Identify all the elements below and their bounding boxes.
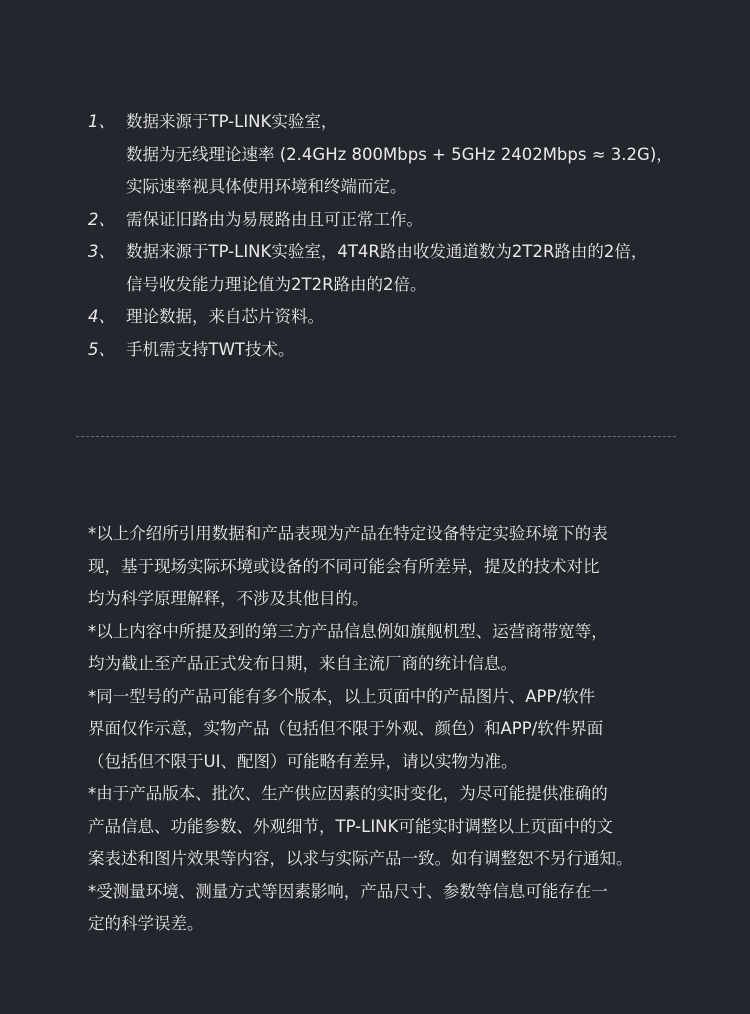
footnote-line: 信号收发能力理论值为2T2R路由的2倍。 <box>126 274 427 294</box>
footnote-line: 手机需支持TWT技术。 <box>126 339 295 359</box>
disclaimer-block <box>88 518 688 941</box>
disclaimer-line: *同一型号的产品可能有多个版本，以上页面中的产品图片、APP/软件 <box>88 686 595 706</box>
footnotes-list <box>88 106 728 366</box>
footnote-line: 数据为无线理论速率 (2.4GHz 800Mbps + 5GHz 2402Mbps ≈ 3.2G)， <box>126 144 673 164</box>
footnote-number: 1、 <box>88 112 115 131</box>
disclaimer-line: 均为科学原理解释，不涉及其他目的。 <box>88 589 369 608</box>
disclaimer-line: 界面仅作示意，实物产品（包括但不限于外观、颜色）和APP/软件界面 <box>88 719 604 738</box>
disclaimer-line: 定的科学误差。 <box>88 914 204 933</box>
footnote-item <box>88 204 728 237</box>
footnote-text <box>126 204 728 237</box>
footnote-item <box>88 106 728 204</box>
disclaimer-line: *受测量环境、测量方式等因素影响，产品尺寸、参数等信息可能存在一 <box>88 881 608 901</box>
footnote-text <box>126 236 728 301</box>
disclaimer-line: *以上内容中所提及到的第三方产品信息例如旗舰机型、运营商带宽等， <box>88 621 608 641</box>
footnote-item <box>88 301 728 334</box>
footnote-text <box>126 301 728 334</box>
dashed-divider <box>76 436 676 437</box>
footnote-line: 实际速率视具体使用环境和终端而定。 <box>126 177 407 196</box>
disclaimer-line: （包括但不限于UI、配图）可能略有差异，请以实物为准。 <box>88 751 518 771</box>
footnote-line: 需保证旧路由为易展路由且可正常工作。 <box>126 209 423 229</box>
footnote-line: 数据来源于TP-LINK实验室，4T4R路由收发通道数为2T2R路由的2倍， <box>126 242 648 261</box>
footnote-number: 5、 <box>88 339 115 359</box>
disclaimer-line: 均为截止至产品正式发布日期，来自主流厂商的统计信息。 <box>88 654 517 673</box>
footnote-item <box>88 236 728 301</box>
disclaimer-line: *由于产品版本、批次、生产供应因素的实时变化，为尽可能提供准确的 <box>88 784 608 803</box>
footnote-text <box>126 334 728 367</box>
footnote-number: 4、 <box>88 307 115 326</box>
footnote-line: 数据来源于TP-LINK实验室， <box>126 112 338 131</box>
disclaimer-line: *以上介绍所引用数据和产品表现为产品在特定设备特定实验环境下的表 <box>88 524 608 543</box>
disclaimer-line: 产品信息、功能参数、外观细节，TP-LINK可能实时调整以上页面中的文 <box>88 816 613 836</box>
footnote-number: 2、 <box>88 209 115 229</box>
footnote-item <box>88 334 728 367</box>
footnote-number: 3、 <box>88 242 115 261</box>
footnote-text <box>126 106 728 204</box>
disclaimer-line: 现，基于现场实际环境或设备的不同可能会有所差异，提及的技术对比 <box>88 556 600 576</box>
disclaimer-line: 案表述和图片效果等内容，以求与实际产品一致。如有调整恕不另行通知。 <box>88 849 633 868</box>
footnote-line: 理论数据，来自芯片资料。 <box>126 307 324 326</box>
